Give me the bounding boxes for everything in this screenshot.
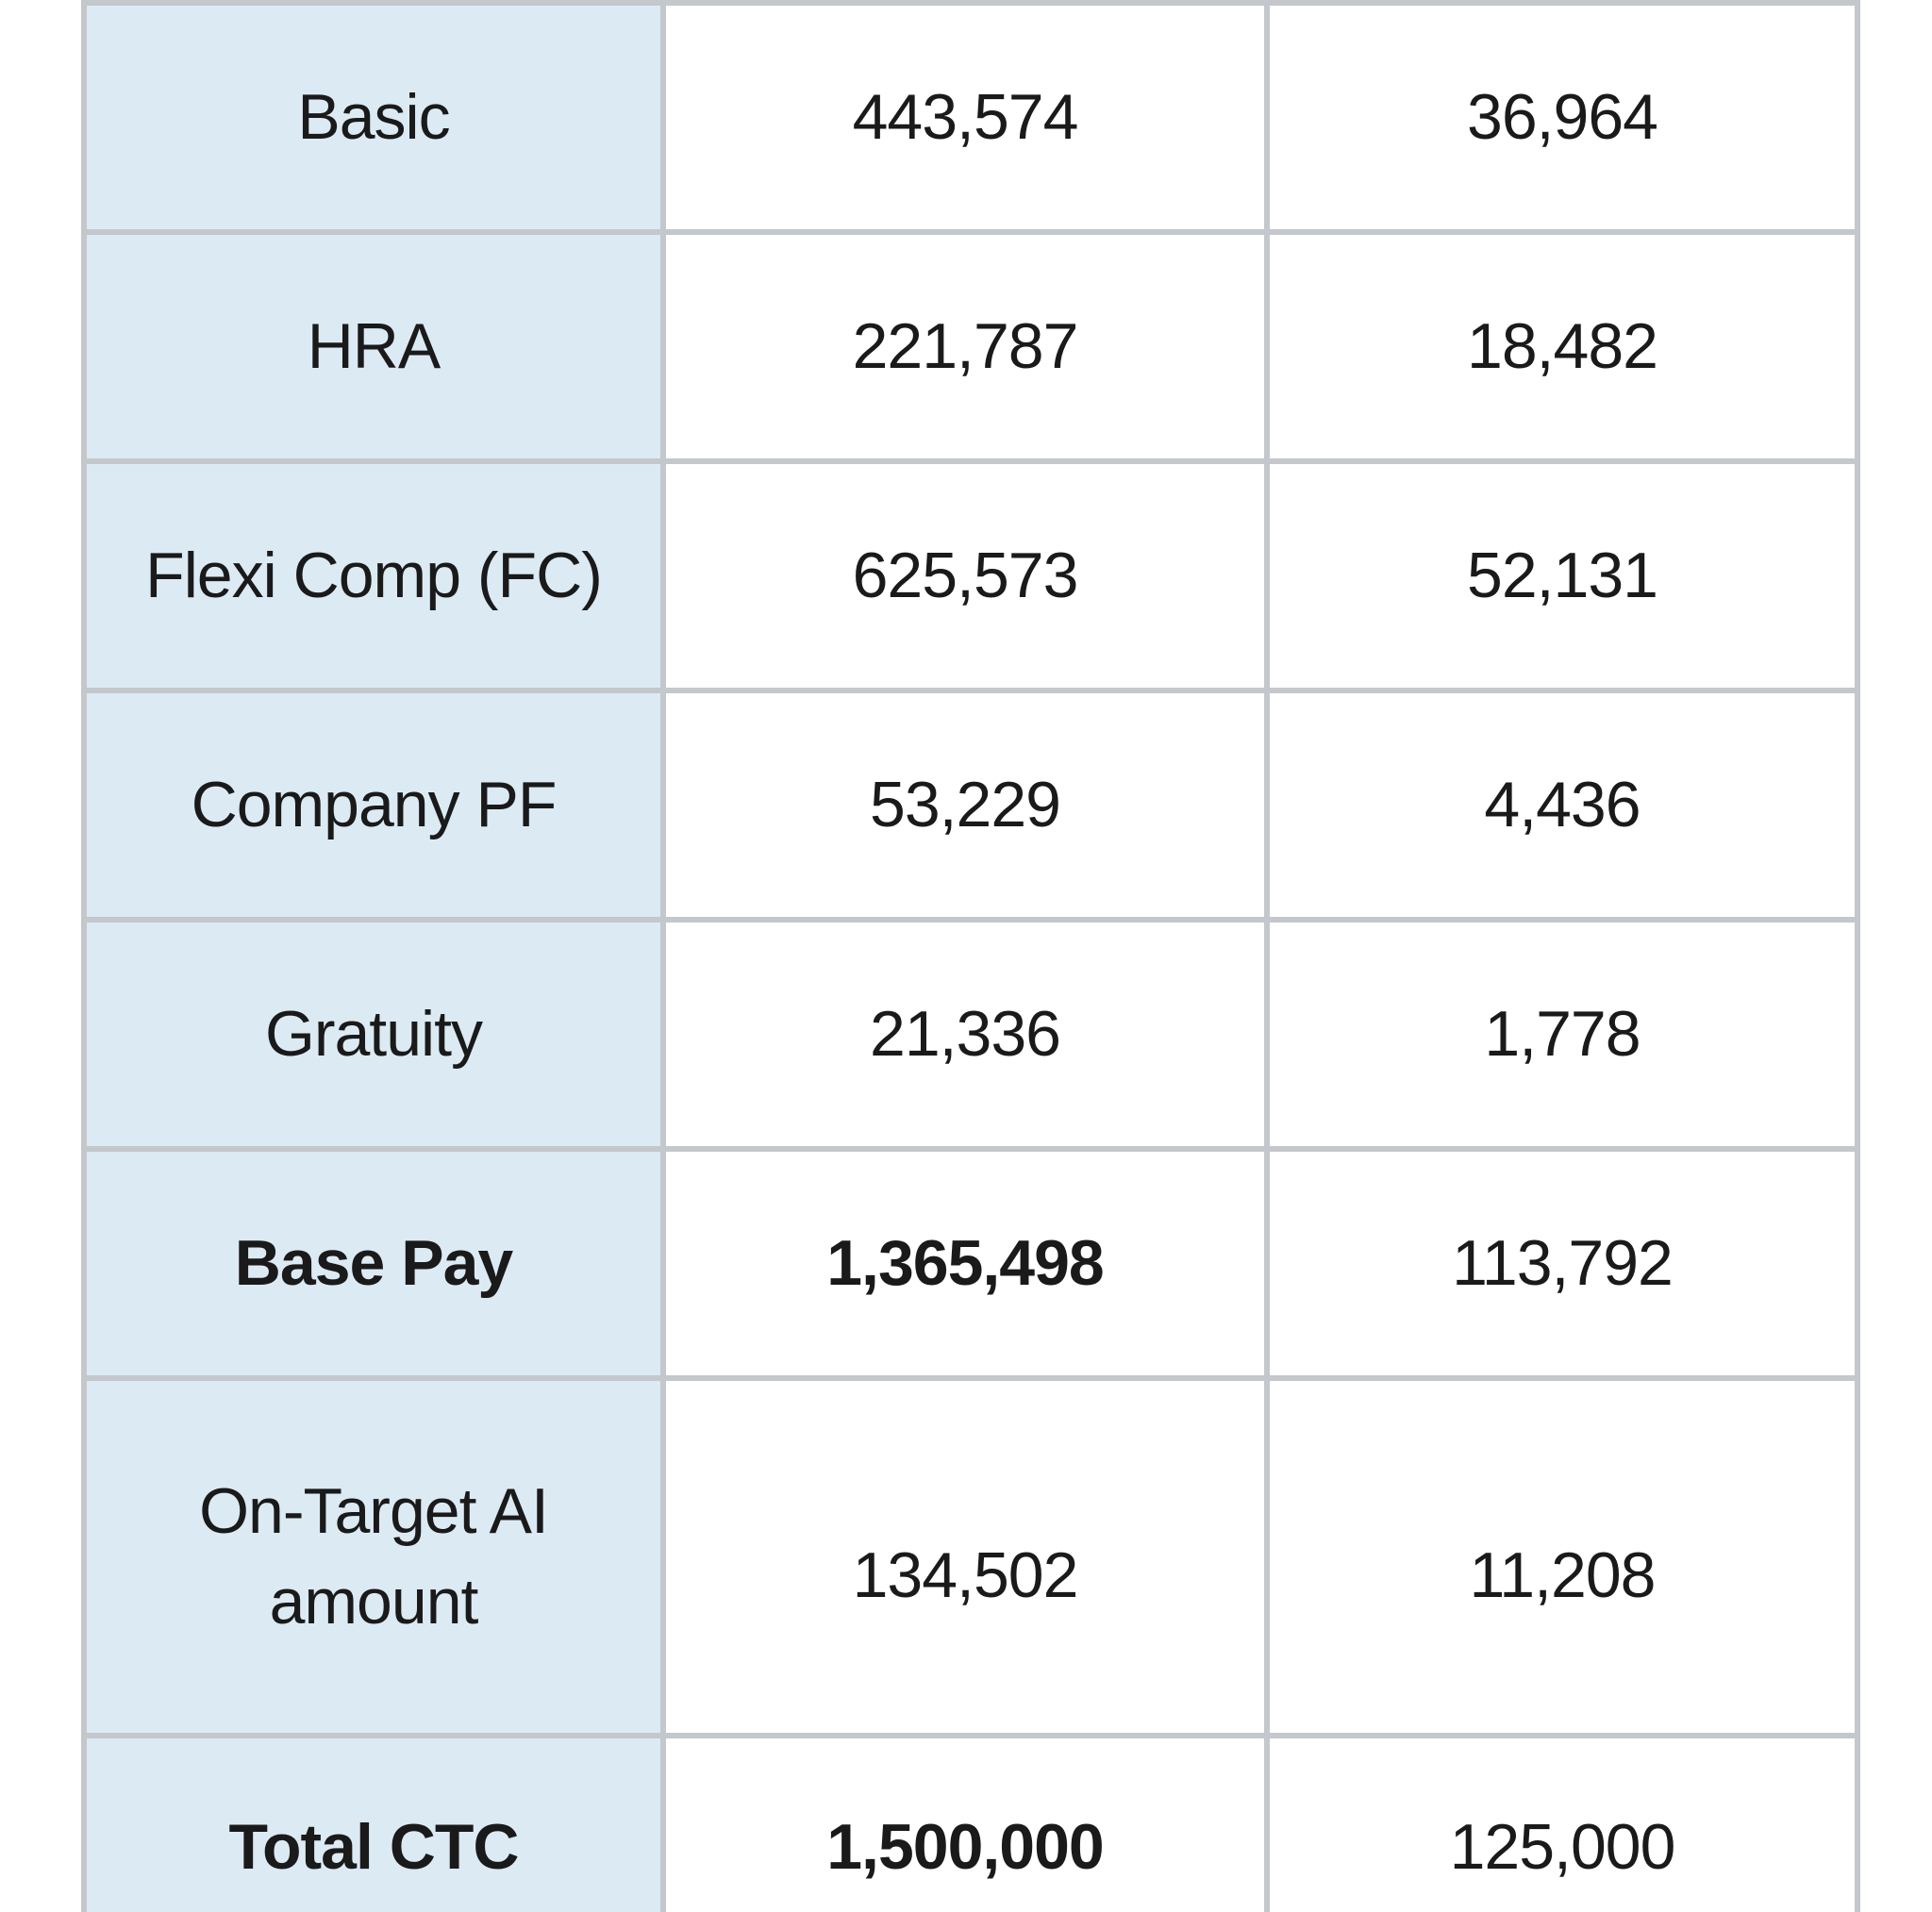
monthly-value: 36,964	[1267, 3, 1857, 232]
row-label: Basic	[84, 3, 663, 232]
annual-value: 1,500,000	[663, 1736, 1267, 1912]
monthly-value: 52,131	[1267, 461, 1857, 690]
monthly-value: 113,792	[1267, 1149, 1857, 1378]
row-label: On-Target AI amount	[84, 1378, 663, 1736]
annual-value: 1,365,498	[663, 1149, 1267, 1378]
monthly-value: 18,482	[1267, 232, 1857, 461]
row-label: Company PF	[84, 690, 663, 920]
row-label: Base Pay	[84, 1149, 663, 1378]
table-row-basic	[84, 3, 1857, 232]
row-label: HRA	[84, 232, 663, 461]
table-row-flexi-comp	[84, 461, 1857, 690]
monthly-value: 4,436	[1267, 690, 1857, 920]
annual-value: 134,502	[663, 1378, 1267, 1736]
annual-value: 221,787	[663, 232, 1267, 461]
monthly-value: 1,778	[1267, 920, 1857, 1149]
table-row-base-pay	[84, 1149, 1857, 1378]
annual-value: 443,574	[663, 3, 1267, 232]
row-label: Flexi Comp (FC)	[84, 461, 663, 690]
table-row-company-pf	[84, 690, 1857, 920]
compensation-table	[81, 0, 1860, 1912]
annual-value: 53,229	[663, 690, 1267, 920]
row-label: Total CTC	[84, 1736, 663, 1912]
row-label: Gratuity	[84, 920, 663, 1149]
table-row-hra	[84, 232, 1857, 461]
table-row-total-ctc	[84, 1736, 1857, 1912]
annual-value: 21,336	[663, 920, 1267, 1149]
monthly-value: 125,000	[1267, 1736, 1857, 1912]
annual-value: 625,573	[663, 461, 1267, 690]
table-row-on-target-ai	[84, 1378, 1857, 1736]
table-row-gratuity	[84, 920, 1857, 1149]
monthly-value: 11,208	[1267, 1378, 1857, 1736]
